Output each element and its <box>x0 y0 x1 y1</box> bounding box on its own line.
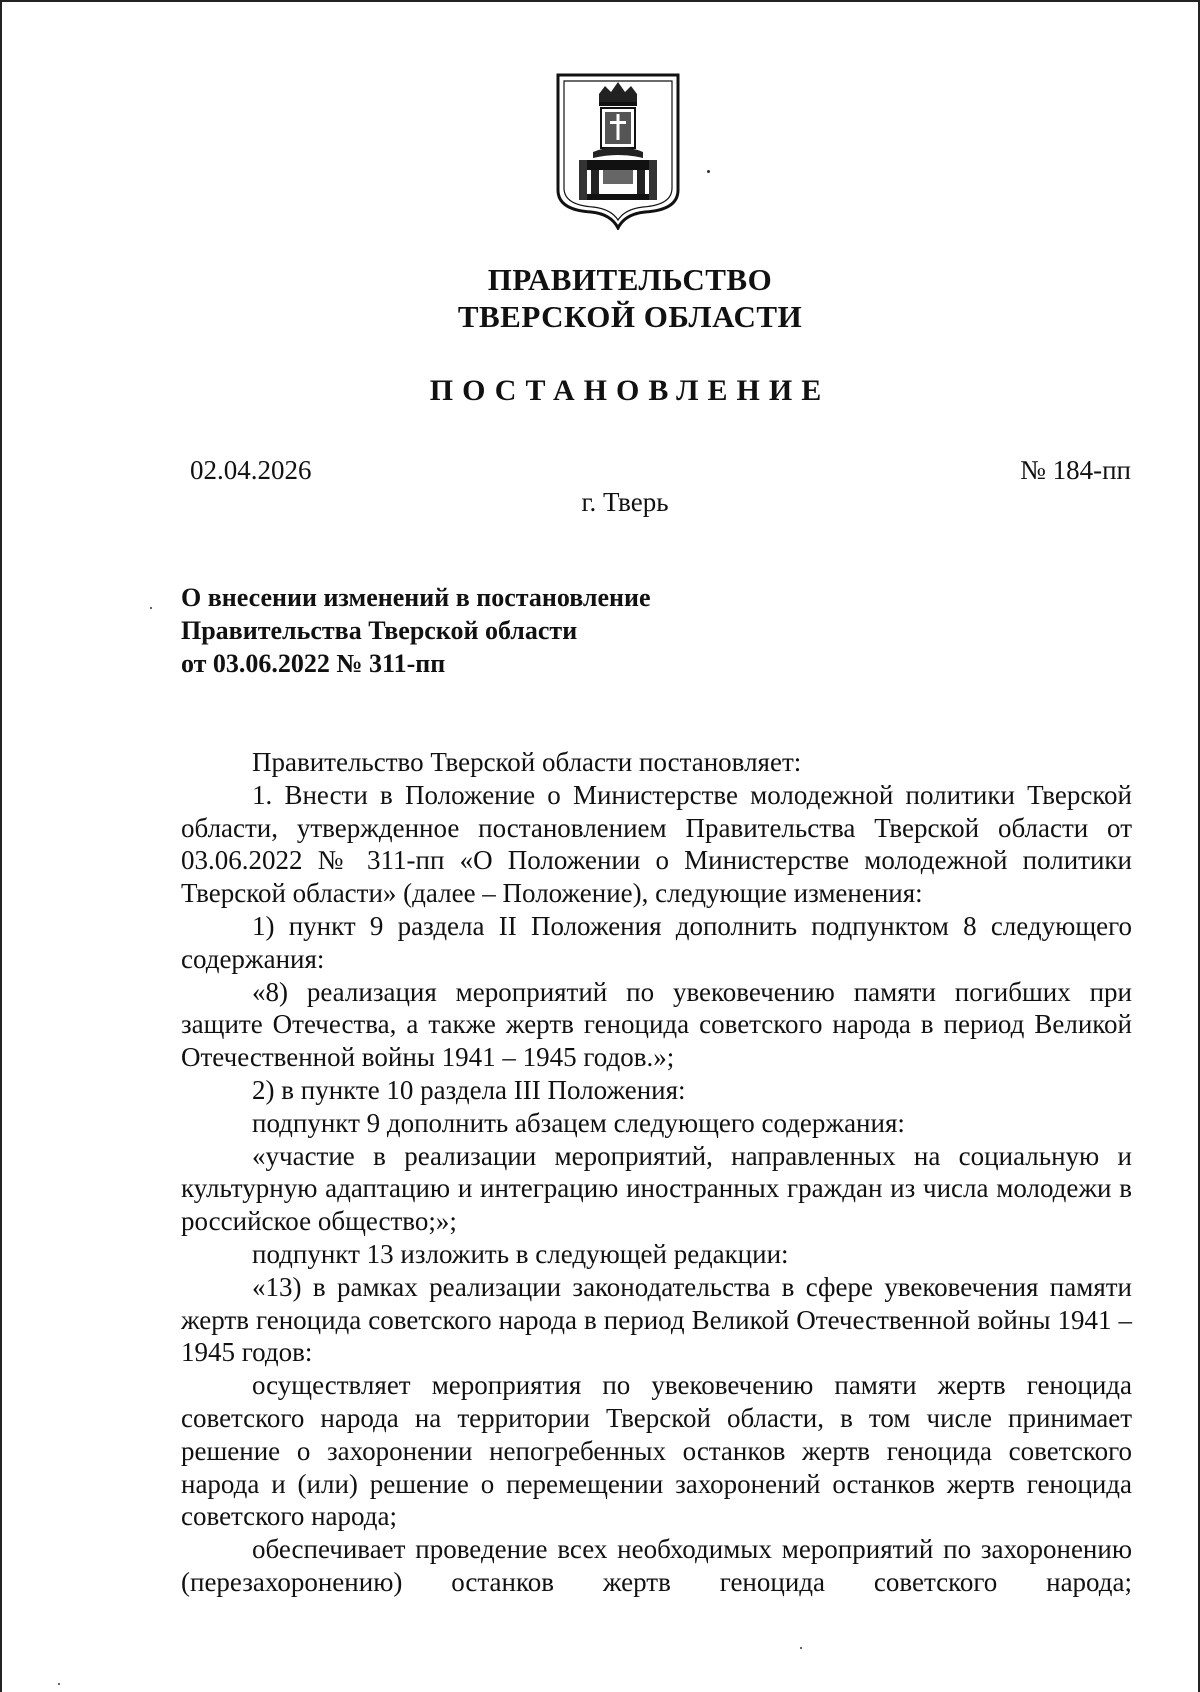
body-paragraph: 2) в пункте 10 раздела III Положения: <box>252 1074 686 1105</box>
government-title-line2: ТВЕРСКОЙ ОБЛАСТИ <box>457 299 803 334</box>
coat-of-arms-icon <box>555 72 681 230</box>
body-paragraph: «13) в рамках реализации законодательства в сфере увековечения памяти жертв геноцида советского народа в период Великой Отечественной войны 1941 – 1945 годов: <box>181 1271 1132 1368</box>
document-subject <box>181 581 651 680</box>
document-body <box>181 746 1132 1599</box>
body-paragraph: подпункт 13 изложить в следующей редакции: <box>252 1238 789 1269</box>
body-paragraph: обеспечивает проведение всех необходимых мероприятий по захоронению (перезахоронению) останков жертв геноцида советского народа; <box>181 1534 1132 1597</box>
government-title-line1: ПРАВИТЕЛЬСТВО <box>487 262 773 297</box>
document-date: 02.04.2026 <box>190 455 312 485</box>
document-city: г. Тверь <box>581 487 669 517</box>
subject-line: О внесении изменений в постановление <box>181 583 651 612</box>
scan-speck <box>150 607 152 609</box>
document-type-heading: ПОСТАНОВЛЕНИЕ <box>429 374 831 407</box>
body-paragraph: «участие в реализации мероприятий, направленных на социальную и культурную адаптацию и интеграцию иностранных граждан из числа молодежи в российское общество;»; <box>181 1140 1132 1237</box>
scan-border-top <box>0 0 1200 2</box>
body-paragraph: 1) пункт 9 раздела II Положения дополнить подпунктом 8 следующего содержания: <box>181 910 1132 974</box>
scan-speck <box>800 1647 802 1649</box>
body-paragraph: 1. Внести в Положение о Министерстве молодежной политики Тверской области, утвержденное постановлением Правительства Тверской области от 03.06.2022 № 311-пп «О Положении о Министерстве молодежной политики Тверской области» (далее – Положение), следующие изменения: <box>181 779 1132 909</box>
scan-border-left <box>0 0 2 1692</box>
subject-line: от 03.06.2022 № 311-пп <box>181 649 446 678</box>
body-paragraph: осуществляет мероприятия по увековечению памяти жертв геноцида советского народа на территории Тверской области, в том числе принимает решение о захоронении непогребенных останков жертв геноцида советского народа и (или) решение о перемещении захоронений останков жертв геноцида советского народа; <box>181 1370 1132 1532</box>
subject-line: Правительства Тверской области <box>181 616 578 645</box>
scan-speck <box>707 170 710 173</box>
document-number: № 184-пп <box>1020 455 1131 485</box>
body-paragraph: «8) реализация мероприятий по увековечению памяти погибших при защите Отечества, а также жертв геноцида советского народа в период Великой Отечественной войны 1941 – 1945 годов.»; <box>181 976 1132 1073</box>
body-paragraph: Правительство Тверской области постановляет: <box>252 747 802 777</box>
body-paragraph: подпункт 9 дополнить абзацем следующего содержания: <box>252 1107 905 1138</box>
scan-speck <box>58 1683 60 1685</box>
